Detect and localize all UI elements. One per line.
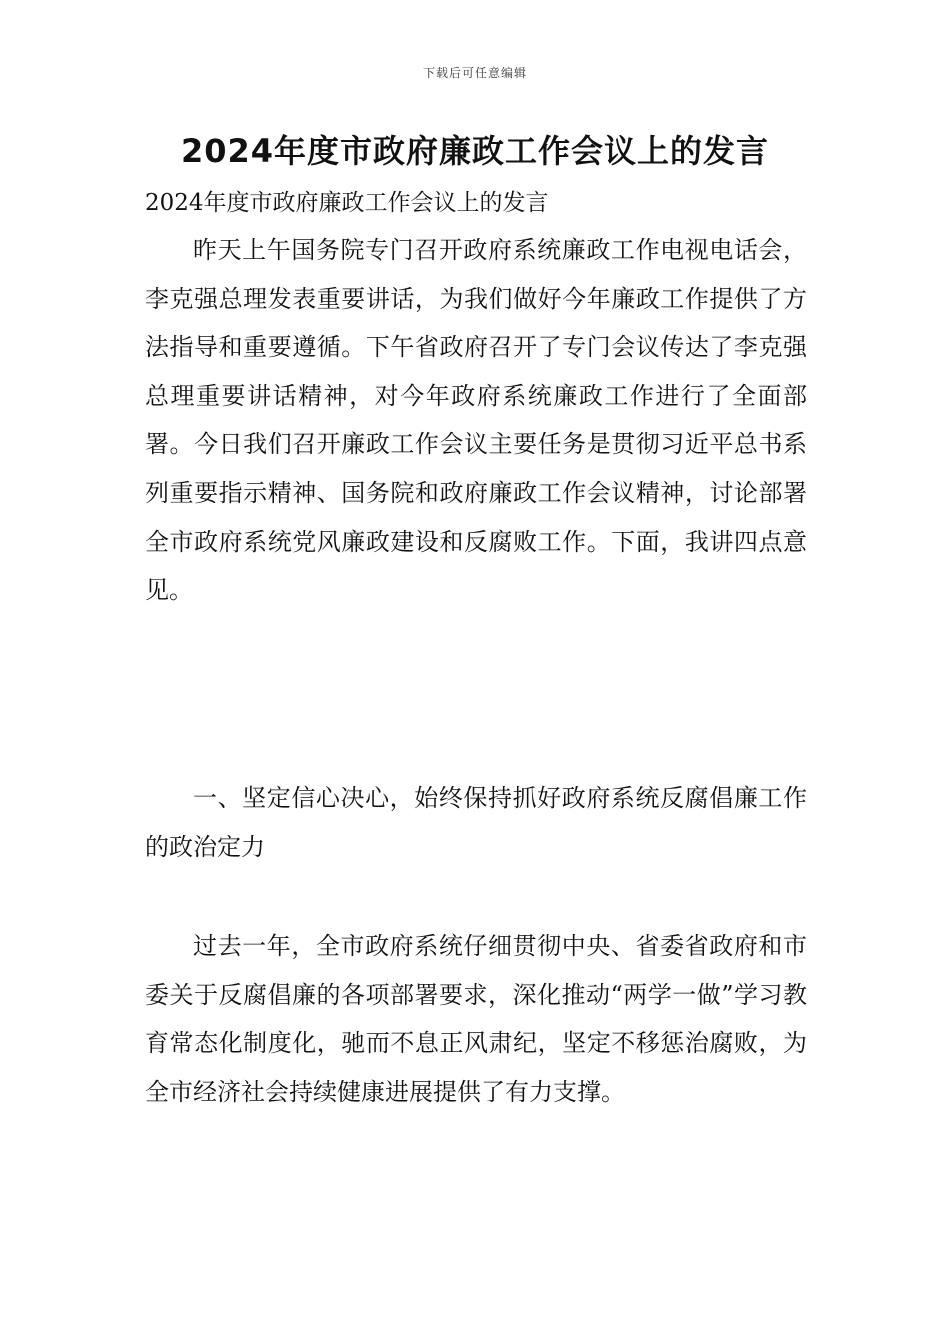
body-paragraph-review: 过去一年，全市政府系统仔细贯彻中央、省委省政府和市委关于反腐倡廉的各项部署要求，深化推动“两学一做”学习教育常态化制度化，驰而不息正风肃纪，坚定不移惩治腐败，为全市经济社会持续健康进展提供了有力支撑。	[145, 932, 807, 1106]
header-note: 下载后可任意编辑	[422, 66, 527, 80]
document-subtitle: 2024年度市政府廉政工作会议上的发言	[145, 190, 549, 216]
body-paragraph-intro: 昨天上午国务院专门召开政府系统廉政工作电视电话会，李克强总理发表重要讲话，为我们做好今年廉政工作提供了方法指导和重要遵循。下午省政府召开了专门会议传达了李克强总理重要讲话精神，对今年政府系统廉政工作进行了全面部署。今日我们召开廉政工作会议主要任务是贯彻习近平总书系列重要指示精神、国务院和政府廉政工作会议精神，讨论部署全市政府系统党风廉政建设和反腐败工作。下面，我讲四点意见。	[145, 236, 807, 605]
document-title: 2024年度市政府廉政工作会议上的发言	[180, 132, 770, 170]
section-heading-one: 一、坚定信心决心，始终保持抓好政府系统反腐倡廉工作的政治定力	[145, 784, 807, 861]
